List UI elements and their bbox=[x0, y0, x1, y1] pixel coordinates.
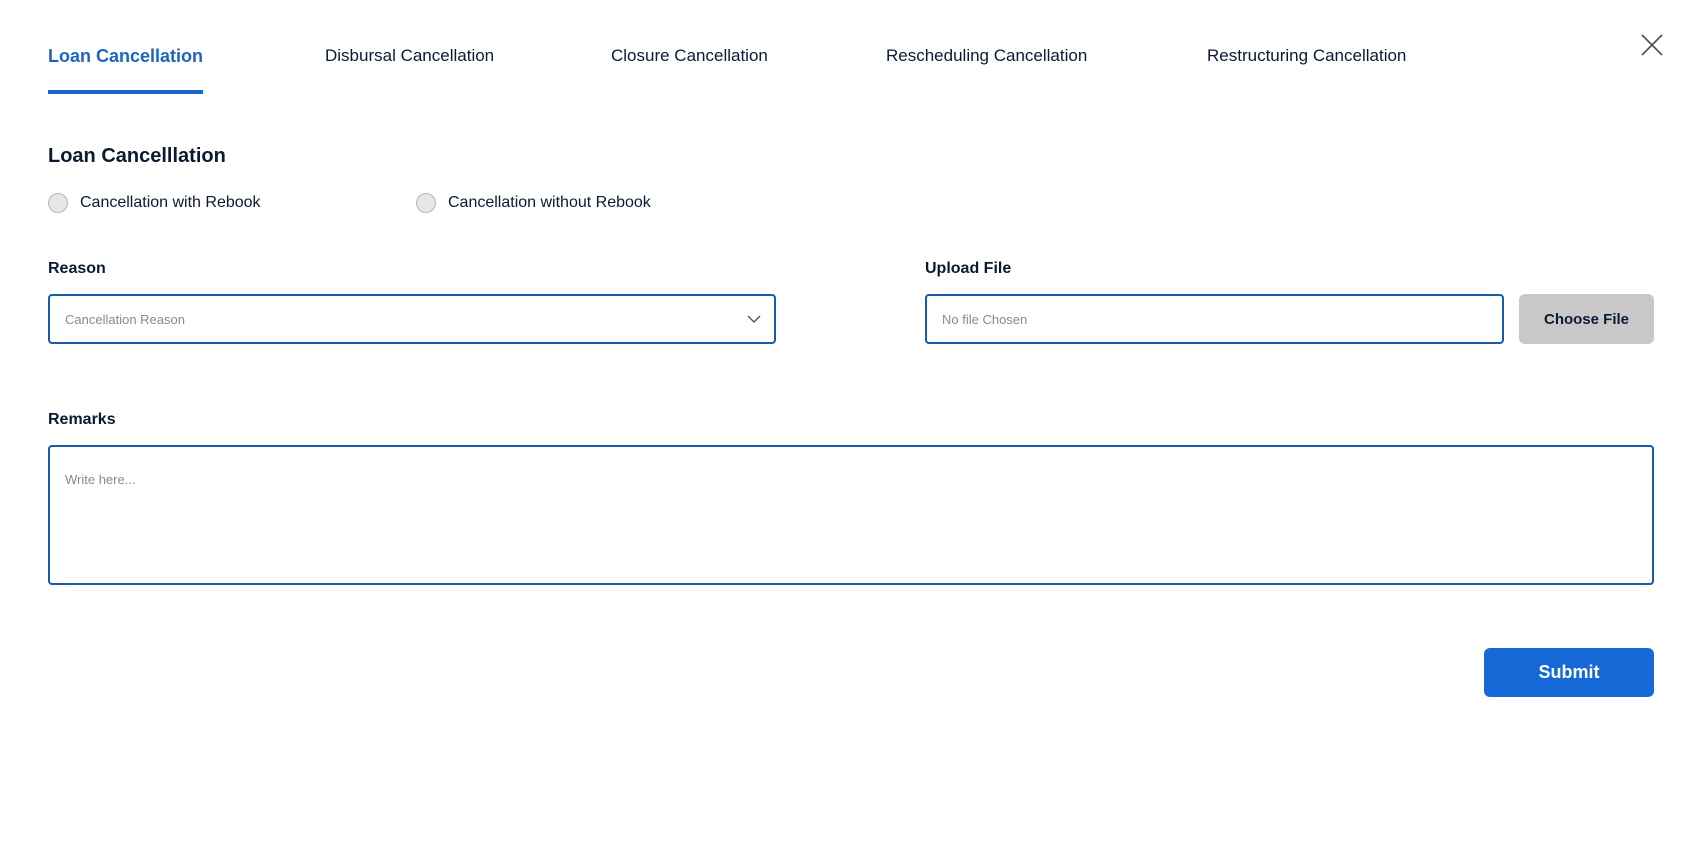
tab-disbursal-cancellation[interactable]: Disbursal Cancellation bbox=[325, 46, 495, 65]
radio-button-icon[interactable] bbox=[416, 193, 436, 213]
tab-restructuring-cancellation[interactable]: Restructuring Cancellation bbox=[1207, 46, 1407, 65]
tab-closure-cancellation[interactable]: Closure Cancellation bbox=[611, 46, 768, 65]
section-title: Loan Cancelllation bbox=[48, 145, 226, 167]
radio-label: Cancellation with Rebook bbox=[80, 194, 261, 211]
chevron-down-icon bbox=[746, 312, 762, 326]
radio-cancellation-without-rebook[interactable] bbox=[416, 193, 651, 213]
radio-button-icon[interactable] bbox=[48, 193, 68, 213]
reason-select[interactable] bbox=[48, 294, 776, 344]
remarks-textarea[interactable] bbox=[48, 445, 1654, 585]
tab-loan-cancellation[interactable]: Loan Cancellation bbox=[48, 46, 203, 96]
tab-rescheduling-cancellation[interactable]: Rescheduling Cancellation bbox=[886, 46, 1088, 65]
choose-file-button[interactable]: Choose File bbox=[1519, 294, 1654, 344]
file-status-text: No file Chosen bbox=[942, 311, 1028, 327]
remarks-label: Remarks bbox=[48, 411, 116, 428]
radio-label: Cancellation without Rebook bbox=[448, 194, 651, 211]
close-icon bbox=[1640, 33, 1664, 57]
close-button[interactable] bbox=[1640, 33, 1664, 57]
reason-placeholder: Cancellation Reason bbox=[65, 311, 185, 327]
reason-label: Reason bbox=[48, 260, 106, 277]
radio-cancellation-with-rebook[interactable] bbox=[48, 193, 261, 213]
submit-button[interactable]: Submit bbox=[1484, 648, 1654, 697]
upload-file-label: Upload File bbox=[925, 260, 1012, 277]
upload-file-field[interactable] bbox=[925, 294, 1504, 344]
